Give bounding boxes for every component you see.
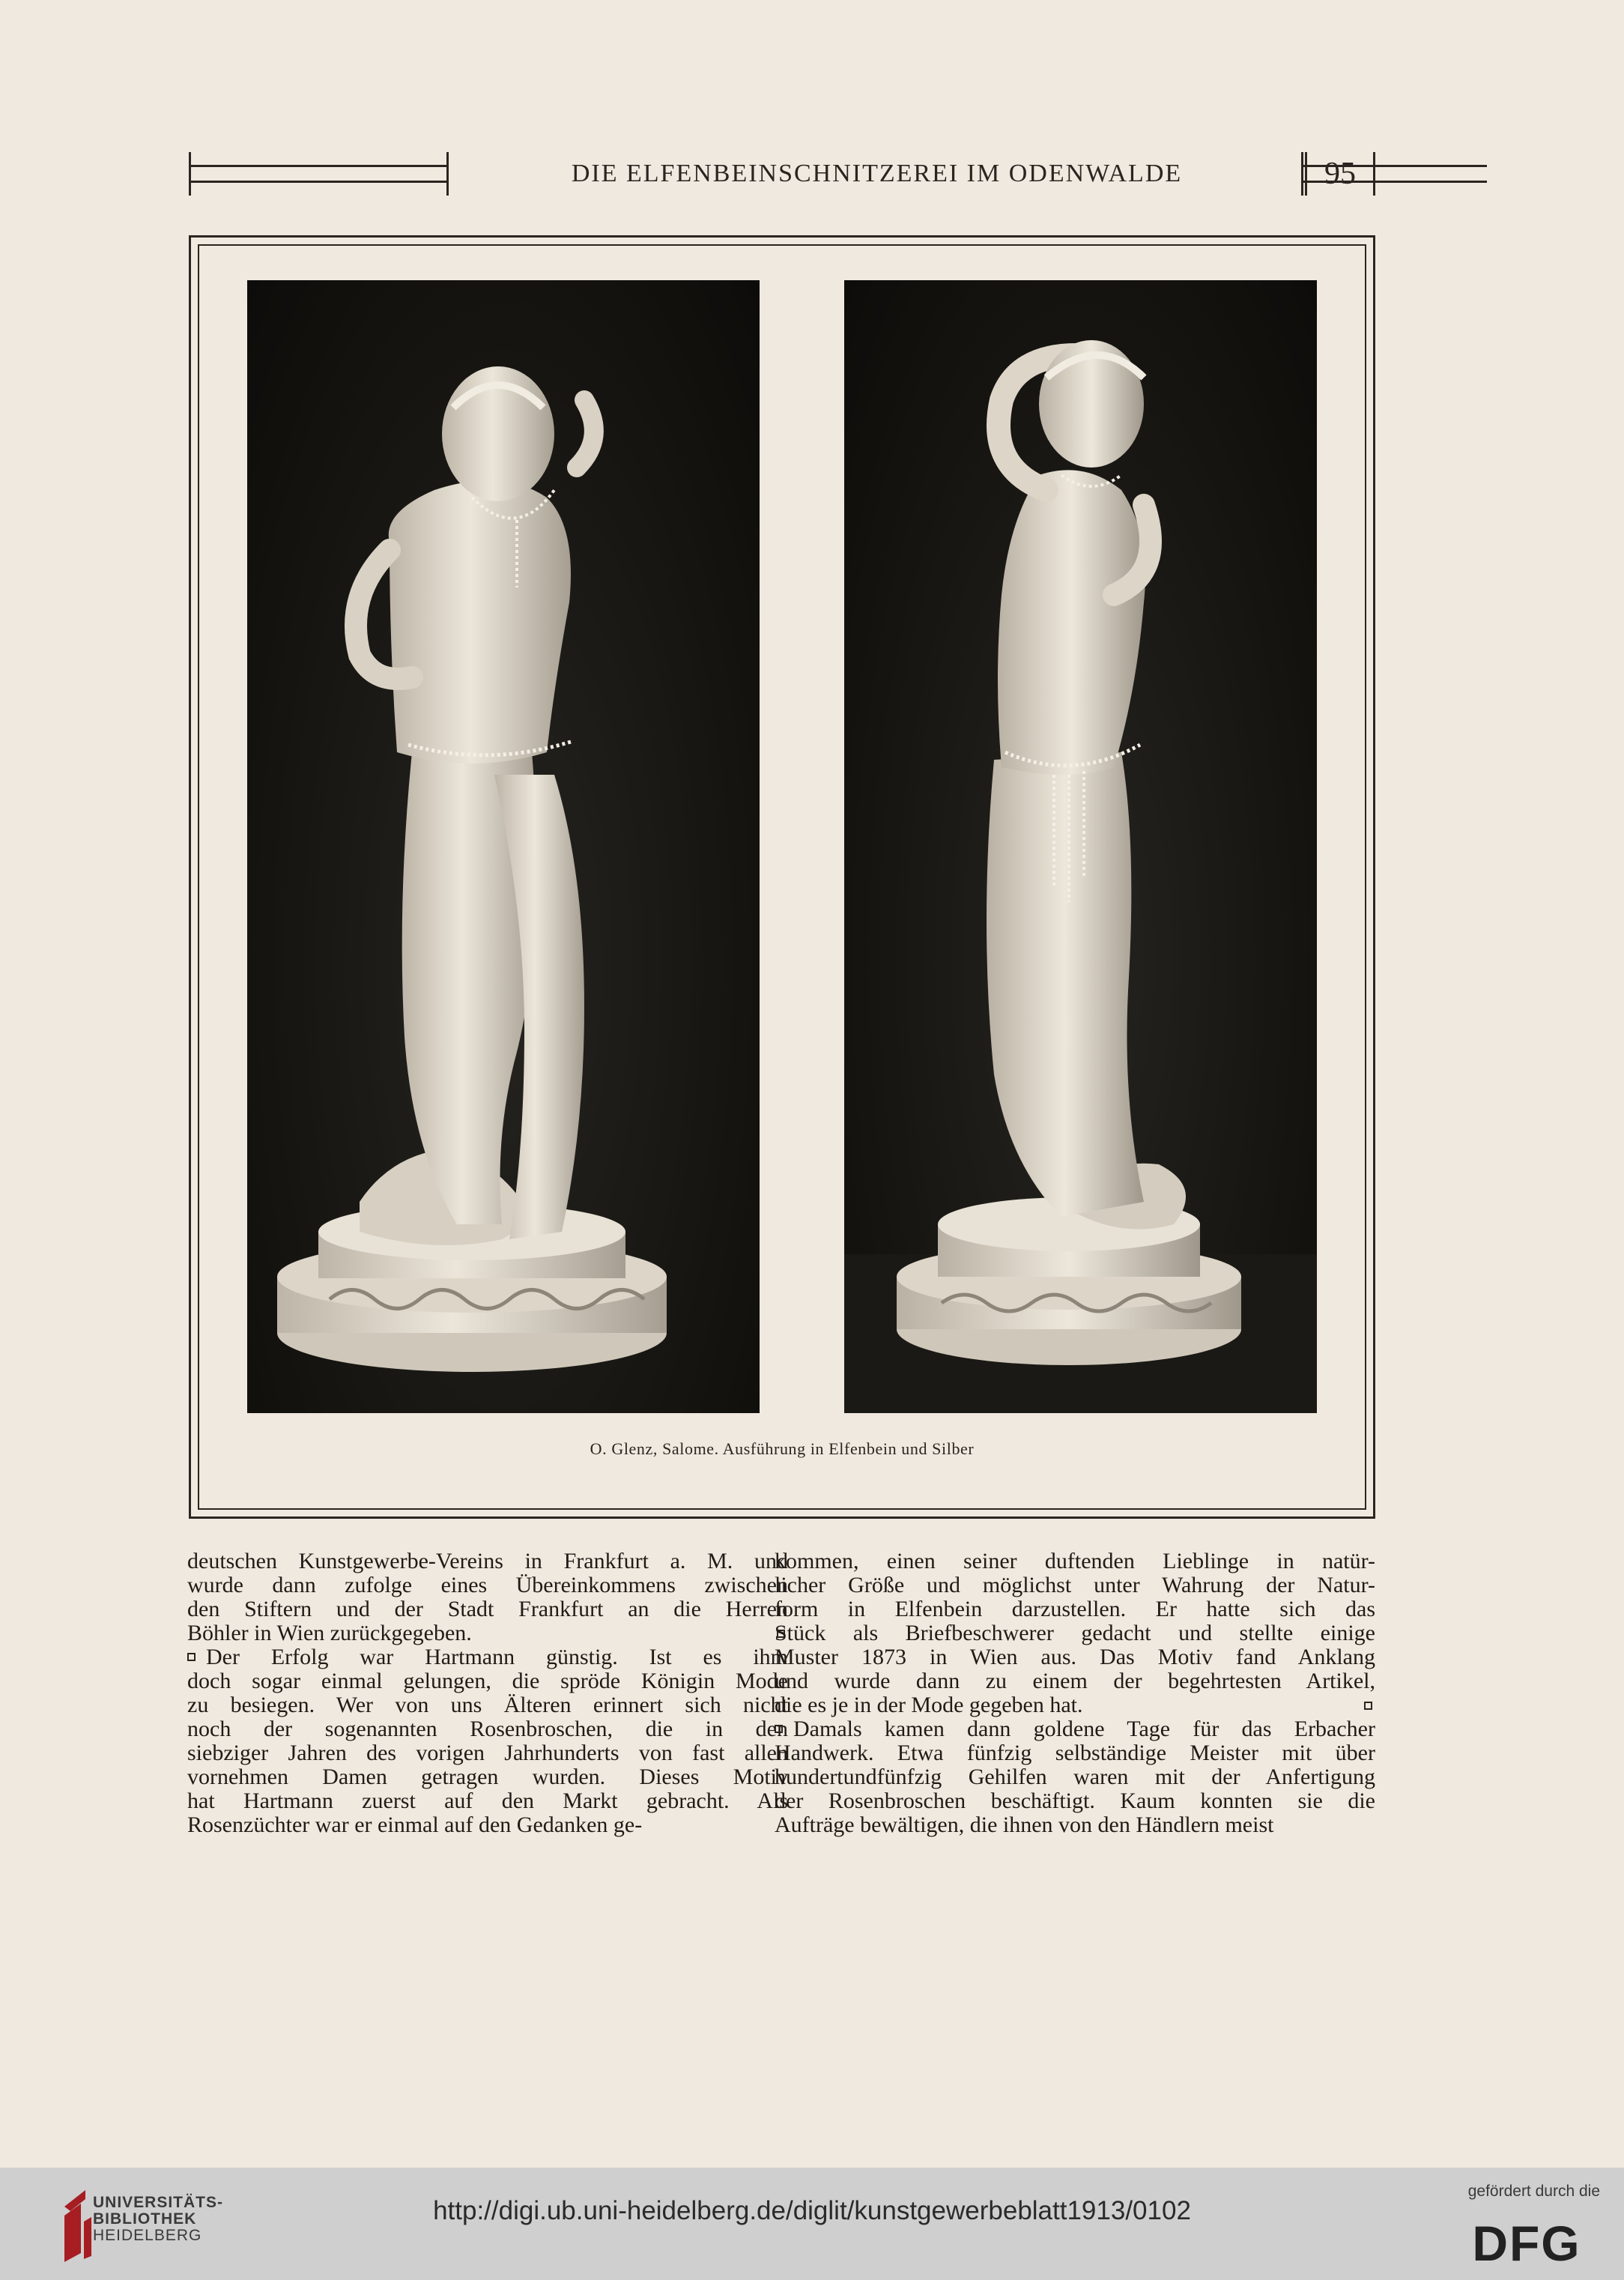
text-line-content: die es je in der Mode gegeben hat.: [775, 1693, 1083, 1717]
text-line-content: kommen, einen seiner duftenden Lieblinge in natür-: [775, 1549, 1375, 1573]
paragraph-end-mark-icon: [1364, 1702, 1372, 1710]
text-line-content: hundertundfünfzig Gehilfen waren mit der Anfertigung: [775, 1765, 1375, 1789]
text-line: [187, 1573, 788, 1597]
header-rule-right-end: [1373, 152, 1375, 196]
text-line-content: licher Größe und möglichst unter Wahrung der Natur-: [775, 1573, 1375, 1597]
text-line: [775, 1789, 1375, 1813]
text-line: [187, 1717, 788, 1741]
header-rule: [189, 165, 446, 167]
dfg-logo-icon: [1452, 2220, 1602, 2265]
text-line-content: doch sogar einmal gelungen, die spröde Königin Mode: [187, 1669, 788, 1693]
text-line: [775, 1621, 1375, 1645]
funding-note: gefördert durch die: [1467, 2183, 1600, 2200]
figure-frame: [189, 235, 1375, 1519]
text-line: [187, 1765, 788, 1789]
text-line-content: Damals kamen dann goldene Tage für das Erbacher: [793, 1717, 1375, 1741]
digitization-footer: [0, 2168, 1624, 2280]
running-title: DIE ELFENBEINSCHNITZEREI IM ODENWALDE: [571, 160, 1183, 187]
statue-front-view-illustration: [844, 280, 1317, 1413]
header-rule: [189, 181, 446, 183]
header-divider: [1305, 152, 1307, 196]
text-line-content: noch der sogenannten Rosenbroschen, die in den: [187, 1717, 788, 1741]
text-line: [187, 1789, 788, 1813]
text-line: [187, 1549, 788, 1573]
text-line-content: wurde dann zufolge eines Übereinkommens zwischen: [187, 1573, 788, 1597]
text-line: [775, 1813, 1375, 1837]
text-column-right: [775, 1549, 1375, 1837]
text-line: [187, 1597, 788, 1621]
header-rule-left-end: [189, 152, 191, 196]
text-line: [187, 1741, 788, 1765]
text-line: [775, 1765, 1375, 1789]
header-divider: [1301, 152, 1303, 196]
text-line-content: Stück als Briefbeschwerer gedacht und stellte einige: [775, 1621, 1375, 1645]
text-line: [187, 1621, 788, 1645]
text-line-content: Der Erfolg war Hartmann günstig. Ist es ihm: [206, 1645, 788, 1669]
text-line: [775, 1645, 1375, 1669]
library-name-line: UNIVERSITÄTS-: [93, 2194, 224, 2211]
text-line: [187, 1669, 788, 1693]
text-line-content: Böhler in Wien zurückgegeben.: [187, 1621, 472, 1645]
page-number: 95: [1324, 157, 1356, 191]
text-line-content: der Rosenbroschen beschäftigt. Kaum konnten sie die: [775, 1789, 1375, 1813]
text-line: [775, 1573, 1375, 1597]
text-line: [187, 1645, 788, 1669]
text-line-content: vornehmen Damen getragen wurden. Dieses Motiv: [187, 1765, 788, 1789]
text-line: [775, 1597, 1375, 1621]
text-line: [775, 1741, 1375, 1765]
paragraph-mark-icon: [187, 1653, 196, 1661]
text-line: [187, 1813, 788, 1837]
text-line: [187, 1693, 788, 1717]
svg-text:DFG: DFG: [1472, 2220, 1581, 2265]
running-header: [189, 152, 1375, 196]
library-name-line: HEIDELBERG: [93, 2227, 202, 2244]
text-line-content: Handwerk. Etwa fünfzig selbständige Meister mit über: [775, 1741, 1375, 1765]
text-line-content: siebziger Jahren des vorigen Jahrhunderts von fast allen: [187, 1741, 788, 1765]
text-line: [775, 1693, 1375, 1717]
text-line-content: zu besiegen. Wer von uns Älteren erinnert sich nicht: [187, 1693, 788, 1717]
text-line-content: deutschen Kunstgewerbe-Vereins in Frankfurt a. M. und: [187, 1549, 788, 1573]
library-name-line: BIBLIOTHEK: [93, 2210, 197, 2228]
text-line-content: Rosenzüchter war er einmal auf den Gedanken ge-: [187, 1813, 643, 1837]
paragraph-mark-icon: [775, 1725, 783, 1733]
text-line: [775, 1669, 1375, 1693]
text-line: [775, 1717, 1375, 1741]
photo-statue-back-view: [247, 280, 760, 1413]
text-line-content: den Stiftern und der Stadt Frankfurt an die Herren: [187, 1597, 788, 1621]
text-line-content: Aufträge bewältigen, die ihnen von den Händlern meist: [775, 1813, 1274, 1837]
text-line-content: und wurde dann zu einem der begehrtesten Artikel,: [775, 1669, 1375, 1693]
header-divider: [446, 152, 449, 196]
statue-back-view-illustration: [247, 280, 760, 1413]
photo-statue-front-view: [844, 280, 1317, 1413]
permalink-url[interactable]: http://digi.ub.uni-heidelberg.de/diglit/kunstgewerbeblatt1913/0102: [433, 2196, 1191, 2225]
text-line-content: hat Hartmann zuerst auf den Markt gebracht. Als: [187, 1789, 788, 1813]
text-line-content: form in Elfenbein darzustellen. Er hatte sich das: [775, 1597, 1375, 1621]
text-line: [775, 1549, 1375, 1573]
text-line-content: Muster 1873 in Wien aus. Das Motiv fand Anklang: [775, 1645, 1375, 1669]
figure-caption: O. Glenz, Salome. Ausführung in Elfenbein und Silber: [590, 1439, 975, 1458]
text-column-left: [187, 1549, 788, 1837]
